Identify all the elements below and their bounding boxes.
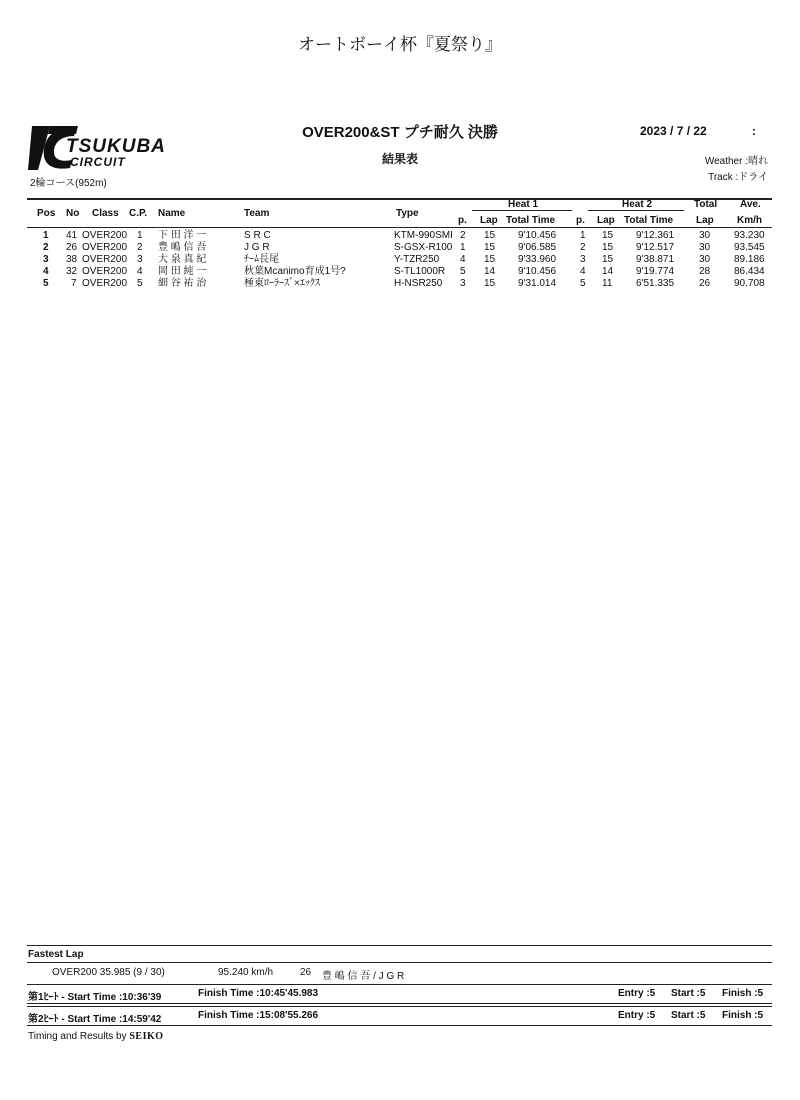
header-heat2-lap: Lap bbox=[597, 215, 615, 226]
header-name: Name bbox=[158, 208, 186, 219]
timing-credit bbox=[28, 1031, 164, 1042]
row-5-pos: 5 bbox=[43, 278, 49, 289]
header-ave: Ave. bbox=[740, 199, 761, 210]
row-2-total: 30 bbox=[699, 242, 711, 253]
header-heat1-lap: Lap bbox=[480, 215, 498, 226]
row-5-heat2-p: 5 bbox=[580, 278, 586, 289]
header-class: Class bbox=[92, 208, 119, 219]
row-4-heat2-time: 9'19.774 bbox=[636, 266, 675, 277]
heat1-start-time: 第1ﾋｰﾄ - Start Time :10:36'39 bbox=[28, 992, 162, 1003]
row-2-class: OVER200 bbox=[82, 242, 128, 253]
heat2-underline bbox=[588, 210, 684, 211]
race-date: 2023 / 7 / 22 bbox=[640, 124, 707, 138]
row-3-pos: 3 bbox=[43, 254, 49, 265]
row-3-type: Y-TZR250 bbox=[394, 254, 440, 265]
row-5-ave: 90.708 bbox=[734, 278, 765, 289]
row-1-no: 41 bbox=[66, 230, 78, 241]
heat2-start-time: 第2ﾋｰﾄ - Start Time :14:59'42 bbox=[28, 1014, 162, 1025]
row-3-heat1-lap: 15 bbox=[484, 254, 496, 265]
row-3-heat2-lap: 15 bbox=[602, 254, 614, 265]
row-4-team: 秋葉Mcanimo育成1号? bbox=[244, 266, 346, 277]
heat2-top-rule bbox=[27, 1006, 772, 1007]
row-3-cp: 3 bbox=[137, 254, 143, 265]
header-total: Total bbox=[694, 199, 718, 210]
row-2-heat1-lap: 15 bbox=[484, 242, 496, 253]
row-4-total: 28 bbox=[699, 266, 711, 277]
row-2-name: 豊 嶋 信 吾 bbox=[158, 242, 207, 253]
row-2-cp: 2 bbox=[137, 242, 143, 253]
row-2-heat2-time: 9'12.517 bbox=[636, 242, 675, 253]
footer-top-rule bbox=[27, 945, 772, 946]
table-header-rule bbox=[27, 227, 772, 228]
header-heat2-p: p. bbox=[576, 215, 585, 226]
track-label: Track :ドライ bbox=[708, 172, 768, 183]
row-3-team: ﾁｰﾑ長尾 bbox=[244, 254, 279, 265]
row-5-heat1-time: 9'31.014 bbox=[518, 278, 557, 289]
row-4-no: 32 bbox=[66, 266, 78, 277]
race-subtitle: 結果表 bbox=[381, 152, 418, 166]
row-1-total: 30 bbox=[699, 230, 711, 241]
row-2-team: J G R bbox=[244, 242, 270, 253]
row-1-heat1-time: 9'10.456 bbox=[518, 230, 557, 241]
logo-main-text: TSUKUBA bbox=[66, 136, 166, 157]
row-1-name: 下 田 洋 一 bbox=[158, 230, 207, 241]
header-type: Type bbox=[396, 208, 419, 219]
row-3-heat1-p: 4 bbox=[460, 254, 466, 265]
heat2-bottom-rule bbox=[27, 1025, 772, 1026]
heat2-finish-count: Finish :5 bbox=[722, 1010, 764, 1021]
fastest-lap-no: 26 bbox=[300, 967, 312, 978]
row-1-class: OVER200 bbox=[82, 230, 128, 241]
row-4-heat1-time: 9'10.456 bbox=[518, 266, 557, 277]
row-4-type: S-TL1000R bbox=[394, 266, 446, 277]
row-3-ave: 89.186 bbox=[734, 254, 765, 265]
row-1-heat1-lap: 15 bbox=[484, 230, 496, 241]
header-heat1-total-time: Total Time bbox=[506, 215, 556, 226]
table-top-rule bbox=[27, 198, 772, 200]
heat1-start-count: Start :5 bbox=[671, 988, 706, 999]
row-1-team: S R C bbox=[244, 230, 271, 241]
header-heat1-p: p. bbox=[458, 215, 467, 226]
header-cp: C.P. bbox=[129, 208, 148, 219]
row-4-heat1-p: 5 bbox=[460, 266, 466, 277]
heat1-underline bbox=[472, 210, 572, 211]
row-3-no: 38 bbox=[66, 254, 78, 265]
row-3-heat1-time: 9'33.960 bbox=[518, 254, 557, 265]
row-5-heat1-p: 3 bbox=[460, 278, 466, 289]
timing-credit-prefix: Timing and Results by bbox=[28, 1031, 130, 1042]
row-2-heat1-time: 9'06.585 bbox=[518, 242, 557, 253]
row-4-class: OVER200 bbox=[82, 266, 128, 277]
row-4-heat2-p: 4 bbox=[580, 266, 586, 277]
row-1-cp: 1 bbox=[137, 230, 143, 241]
row-5-heat2-time: 6'51.335 bbox=[636, 278, 675, 289]
row-2-heat2-p: 2 bbox=[580, 242, 586, 253]
row-1-heat2-time: 9'12.361 bbox=[636, 230, 675, 241]
header-kmh: Km/h bbox=[737, 215, 762, 226]
heat1-bottom-rule bbox=[27, 1003, 772, 1004]
row-1-type: KTM-990SMI bbox=[394, 230, 453, 241]
row-3-heat2-p: 3 bbox=[580, 254, 586, 265]
heat2-entry: Entry :5 bbox=[618, 1010, 656, 1021]
row-3-class: OVER200 bbox=[82, 254, 128, 265]
row-5-heat1-lap: 15 bbox=[484, 278, 496, 289]
row-5-class: OVER200 bbox=[82, 278, 128, 289]
header-no: No bbox=[66, 208, 80, 219]
logo-sub-text: CIRCUIT bbox=[70, 155, 126, 169]
course-label: 2輪コース(952m) bbox=[30, 178, 107, 189]
row-3-total: 30 bbox=[699, 254, 711, 265]
row-4-heat2-lap: 14 bbox=[602, 266, 614, 277]
row-4-cp: 4 bbox=[137, 266, 143, 277]
heat1-finish-time: Finish Time :10:45'45.983 bbox=[198, 988, 319, 999]
header-total-lap: Lap bbox=[696, 215, 714, 226]
row-2-heat2-lap: 15 bbox=[602, 242, 614, 253]
row-5-total: 26 bbox=[699, 278, 711, 289]
fastest-lap-class-time: OVER200 35.985 (9 / 30) bbox=[52, 967, 165, 978]
heat1-top-rule bbox=[27, 984, 772, 985]
row-1-heat2-lap: 15 bbox=[602, 230, 614, 241]
header-pos: Pos bbox=[37, 208, 56, 219]
page-title: オートボーイ杯『夏祭り』 bbox=[298, 35, 502, 54]
row-3-name: 大 泉 真 紀 bbox=[158, 254, 207, 265]
race-title: OVER200&ST プチ耐久 決勝 bbox=[302, 124, 498, 141]
fastest-lap-rule bbox=[27, 962, 772, 963]
fastest-lap-label: Fastest Lap bbox=[28, 949, 84, 960]
header-heat2-total-time: Total Time bbox=[624, 215, 674, 226]
fastest-lap-speed: 95.240 km/h bbox=[218, 967, 274, 978]
weather-label: Weather :晴れ bbox=[704, 156, 768, 167]
heat1-entry: Entry :5 bbox=[618, 988, 656, 999]
heat2-finish-time: Finish Time :15:08'55.266 bbox=[198, 1010, 319, 1021]
header-team: Team bbox=[244, 208, 270, 219]
row-5-heat2-lap: 11 bbox=[602, 278, 613, 289]
heat1-finish-count: Finish :5 bbox=[722, 988, 764, 999]
header-heat1: Heat 1 bbox=[508, 199, 539, 210]
row-4-name: 岡 田 純 一 bbox=[158, 266, 207, 277]
row-1-ave: 93.230 bbox=[734, 230, 765, 241]
row-1-pos: 1 bbox=[43, 230, 49, 241]
row-1-heat2-p: 1 bbox=[580, 230, 586, 241]
row-3-heat2-time: 9'38.871 bbox=[636, 254, 675, 265]
seiko-logo: SEIKO bbox=[129, 1031, 164, 1042]
heat2-start-count: Start :5 bbox=[671, 1010, 706, 1021]
fastest-lap-rider: 豊 嶋 信 吾 / J G R bbox=[322, 971, 405, 982]
row-5-type: H-NSR250 bbox=[394, 278, 443, 289]
header-heat2: Heat 2 bbox=[622, 199, 653, 210]
row-5-no: 7 bbox=[71, 278, 77, 289]
row-2-type: S-GSX-R100 bbox=[394, 242, 453, 253]
row-4-pos: 4 bbox=[43, 266, 49, 277]
row-1-heat1-p: 2 bbox=[460, 230, 466, 241]
row-2-no: 26 bbox=[66, 242, 78, 253]
row-5-name: 細 谷 祐 治 bbox=[158, 278, 207, 289]
row-4-heat1-lap: 14 bbox=[484, 266, 496, 277]
row-4-ave: 86.434 bbox=[734, 266, 765, 277]
race-time: : bbox=[752, 124, 756, 138]
row-2-heat1-p: 1 bbox=[460, 242, 466, 253]
row-5-team: 極東ﾛｰﾗｰｽﾞ×ｴｯｸｽ bbox=[244, 278, 320, 289]
row-5-cp: 5 bbox=[137, 278, 143, 289]
row-2-ave: 93.545 bbox=[734, 242, 765, 253]
row-2-pos: 2 bbox=[43, 242, 49, 253]
